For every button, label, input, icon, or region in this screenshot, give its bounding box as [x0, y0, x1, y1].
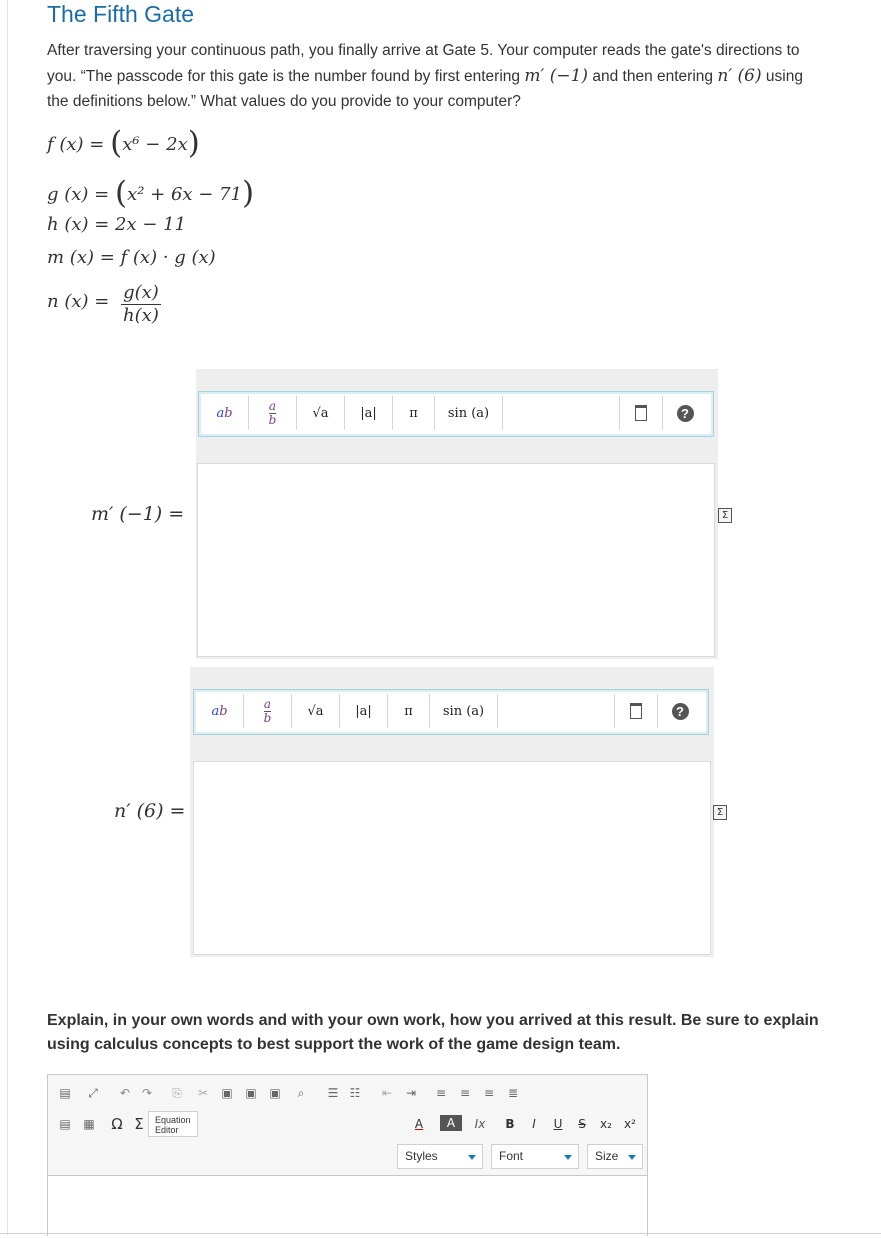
text-color-icon[interactable]: A — [414, 1117, 424, 1131]
sqrt-button[interactable]: √a — [297, 396, 345, 430]
find-icon[interactable]: ⌕ — [297, 1086, 305, 1100]
intro-line-1: After traversing your continuous path, you finally arrive at Gate 5. Your computer reads the gate's directions to — [47, 42, 800, 59]
answer-input-1[interactable] — [197, 463, 715, 657]
chevron-down-icon — [564, 1155, 572, 1160]
equation-widget-1 — [196, 369, 718, 659]
intro-line-2: you. “The passcode for this gate is the number found by first entering m′ (−1) and then entering n′ (6) using — [47, 65, 803, 86]
italic-icon[interactable]: I — [532, 1117, 536, 1131]
horizontal-line-icon[interactable]: ▤ — [59, 1117, 71, 1131]
answer-input-2[interactable] — [193, 761, 711, 955]
sqrt-button[interactable]: √a — [292, 694, 340, 728]
indent-icon[interactable]: ⇥ — [405, 1086, 417, 1100]
math-toolbar-2 — [193, 689, 709, 735]
left-border — [7, 0, 8, 1236]
equation-icon[interactable]: Σ — [718, 508, 732, 523]
definition-f: f (x) = (x⁶ − 2x) — [47, 125, 200, 161]
underline-icon[interactable]: U — [553, 1117, 563, 1131]
paste-text-icon[interactable]: ▣ — [245, 1086, 257, 1100]
align-left-icon[interactable]: ≡ — [435, 1086, 447, 1100]
redo-icon[interactable]: ↷ — [141, 1086, 153, 1100]
definition-g: g (x) = (x² + 6x − 71) — [47, 175, 255, 211]
abs-button[interactable]: |a| — [340, 694, 388, 728]
align-center-icon[interactable]: ≡ — [459, 1086, 471, 1100]
table-icon[interactable]: ▦ — [83, 1117, 95, 1131]
power-button[interactable]: a b — [201, 396, 249, 430]
equation-editor-button[interactable]: Equation Editor — [148, 1111, 198, 1137]
question-text — [47, 38, 881, 115]
undo-icon[interactable]: ↶ — [119, 1086, 131, 1100]
sin-button[interactable]: sin (a) — [435, 396, 503, 430]
copy-icon[interactable]: ⎘ — [172, 1086, 182, 1100]
n-fraction: $\frac{g(x)}{h(x)}$ — [123, 282, 159, 326]
pi-button[interactable]: π — [388, 694, 430, 728]
fraction-button[interactable]: a b — [244, 694, 292, 728]
help-icon: ? — [672, 703, 689, 720]
cut-icon[interactable]: ✂ — [197, 1086, 209, 1100]
page-title: The Fifth Gate — [47, 1, 195, 27]
help-button[interactable] — [663, 396, 707, 430]
answer-label-m-prime: m′ (−1) = — [91, 503, 185, 525]
styles-select[interactable]: Styles — [397, 1144, 483, 1169]
sin-button[interactable]: sin (a) — [430, 694, 498, 728]
intro-line-3: the definitions below.” What values do you provide to your computer? — [47, 93, 521, 110]
superscript-icon[interactable]: x² — [624, 1117, 636, 1131]
definition-h: h (x) = 2x − 11 — [47, 214, 187, 235]
sigma-icon[interactable]: Σ — [134, 1115, 144, 1133]
bold-icon[interactable]: B — [505, 1117, 515, 1131]
justify-icon[interactable]: ≣ — [507, 1086, 519, 1100]
chevron-down-icon — [468, 1155, 476, 1160]
bg-color-icon[interactable]: A — [440, 1115, 462, 1131]
help-icon: ? — [677, 405, 694, 422]
numbered-list-icon[interactable]: ☰ — [327, 1086, 339, 1100]
trash-icon — [630, 703, 642, 719]
answer-label-n-prime: n′ (6) = — [114, 800, 186, 822]
special-char-icon[interactable]: Ω — [111, 1115, 123, 1133]
paste-word-icon[interactable]: ▣ — [269, 1086, 281, 1100]
explain-prompt: Explain, in your own words and with your own work, how you arrived at this result. Be sure to explain using calculus concepts to best support the work of the game design team. — [47, 1012, 819, 1053]
bottom-border — [0, 1233, 881, 1234]
subscript-icon[interactable]: x₂ — [600, 1117, 612, 1131]
font-select[interactable]: Font — [491, 1144, 579, 1169]
power-button[interactable]: a b — [196, 694, 244, 728]
equation-icon[interactable]: Σ — [713, 805, 727, 820]
outdent-icon[interactable]: ⇤ — [381, 1086, 393, 1100]
trash-button[interactable] — [614, 694, 658, 728]
rich-text-body[interactable] — [48, 1175, 647, 1238]
trash-button[interactable] — [619, 396, 663, 430]
abs-button[interactable]: |a| — [345, 396, 393, 430]
pi-button[interactable]: π — [393, 396, 435, 430]
m-prime-expr: m′ (−1) — [524, 65, 589, 86]
n-prime-expr: n′ (6) — [717, 65, 762, 86]
trash-icon — [635, 405, 647, 421]
help-button[interactable] — [658, 694, 702, 728]
equation-widget-2 — [190, 667, 714, 957]
align-right-icon[interactable]: ≡ — [483, 1086, 495, 1100]
bullet-list-icon[interactable]: ☷ — [349, 1086, 361, 1100]
strikethrough-icon[interactable]: S — [578, 1117, 586, 1131]
definition-m: m (x) = f (x) · g (x) — [47, 247, 216, 268]
chevron-down-icon — [628, 1155, 636, 1160]
source-icon[interactable]: ▤ — [59, 1086, 71, 1100]
remove-format-icon[interactable]: Ix — [474, 1117, 486, 1131]
definition-n: n (x) = $\frac{g(x)}{h(x)}$ — [47, 282, 159, 326]
math-toolbar-1 — [198, 391, 714, 437]
maximize-icon[interactable]: ⤢ — [88, 1086, 98, 1100]
paste-icon[interactable]: ▣ — [221, 1086, 233, 1100]
fraction-button[interactable]: a b — [249, 396, 297, 430]
size-select[interactable]: Size — [587, 1144, 643, 1169]
